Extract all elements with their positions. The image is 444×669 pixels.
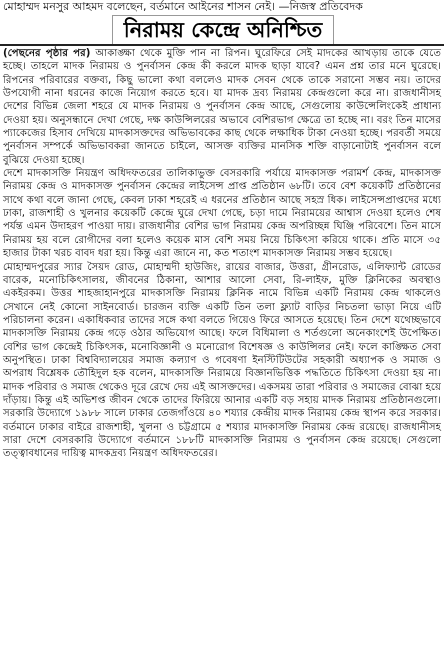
paragraph-3: মোহাম্মদপুরের স্যার সৈয়দ রোড, মোহাম্মদী হাউজিং, রায়ের বাজার, উত্তরা, গ্রীনরোড, এলিফ্যান্ট রোডের বারেক, মনোচিকিৎসালয়, জীবনের ঠিকানা, আশার আলো সেবা, রি-লাইফ, মুক্তি ক্লিনিকের অবস্থাও একইরকম। উত্তর শাহজাহানপুরে মাদকাসক্তি নিরাময় ক্লিনিক নামে বিভিন্ন একটি নিরাময় কেন্দ্র থাকলেও সেখানে নেই কোনো সাইনবোর্ড। চারজন ব্যক্তি একটি তিন তলা ফ্ল্যাট বাড়ির নিচতলা ভাড়া নিয়ে এটি পরিচালনা করেন। একাধিকবার তাদের সঙ্গে কথা বলতে গিয়েও ফিরে আসতে হয়েছে। তিন দেশে যথেচ্ছভাবে মাদকাসক্তি নিরাময় কেন্দ্র গড়ে ওঠার অভিযোগ আছে। ফলে বিধিমালা ও শর্তগুলো অনেকাংশেই উপেক্ষিত। বেশির ভাগ কেন্দ্রেই চিকিৎসক, মনোবিজ্ঞানী ও মনোরোগ বিশেষজ্ঞ ও কাউন্সিলর নেই। ফলে কাঙ্ক্ষিত সেবা অনুপস্থিত। ঢাকা বিশ্ববিদ্যালয়ের সমাজ কল্যাণ ও গবেষণা ইনস্টিটিউটের সহকারী অধ্যাপক ও সমাজ ও অপরাধ বিশ্লেষক তৌহিদুল হক বলেন, মাদকাসক্তি নিরাময়ে বিজ্ঞানভিত্তিক পদ্ধতিতে চিকিৎসা দেওয়া হয় না। মাদক পরিবার ও সমাজ থেকেও দূরে রেখে দেয় এই আসক্তদের। একসময় তারা পরিবার ও সমাজের বোঝা হয়ে দাঁড়ায়। কিন্তু এই অভিশপ্ত জীবন থেকে তাদের ফিরিয়ে আনার একটি বড় সহায় মাদক নিরাময় প্রতিষ্ঠানগুলো। সরকারি উদ্যোগে ১৯৮৮ সালে ঢাকার তেজগাঁওয়ে ৪০ শয্যার কেন্দ্রীয় মাদক নিরাময় কেন্দ্র স্থাপন করে সরকার। বর্তমানে ঢাকার বাইরে রাজশাহী, খুলনা ও চট্টগ্রামে ৫ শয্যার মাদকাসক্তি নিরাময় কেন্দ্র রয়েছে। রাজধানীসহ সারা দেশে বেসরকারি উদ্যোগে বর্তমানে ১৮৮টি মাদকাসক্তি নিরাময় ও পুনর্বাসন কেন্দ্র রয়েছে। সেগুলো তত্ত্বাবধানের দায়িত্ব মাদকদ্রব্য নিয়ন্ত্রণ অধিদফতরের। (3, 261, 441, 460)
divider (0, 44, 444, 46)
headline: নিরাময় কেন্দ্রে অনিশ্চিত (123, 17, 323, 42)
paragraph-1-text: আকাঙ্ক্ষা থেকে মুক্তি পান না রিপন। ঘুরেফিরে সেই মাদকের আখড়ায় তাকে যেতে হচ্ছে। তাহলে মাদক নিরাময় ও পুনর্বাসন কেন্দ্র কী করলে মাদক ছাড়া যাবে? এমন প্রশ্ন তার মনে ঘুরেছে। রিপনের পরিবারের বক্তব্য, কিছু ভালো কথা বললেও মাদক সেবন থেকে তাকে সরানো সম্ভব নয়। তাদের উপযোগী নানা ধরনের কাজে নিয়োগ করতে হবে। যা মাদক দ্রব্য নিরাময় কেন্দ্রগুলো করে না। রাজধানীসহ দেশের বিভিন্ন জেলা শহরে যে মাদক নিরাময় ও পুনর্বাসন কেন্দ্র আছে, সেগুলোয় কাউন্সেলিংকেই প্রাধান্য দেওয়া হয়। অনুসন্ধানে দেখা গেছে, দক্ষ কাউন্সিলরের অভাবে বেশিরভাগ ক্ষেত্রে তা হচ্ছে না। বরং তিন মাসের প্যাকেজের হিসাব দেখিয়ে মাদকাসক্তদের অভিভাবকের কাছ থেকে লক্ষাধিক টাকা নেওয়া হচ্ছে। পরবর্তী সময়ে পুনর্বাসন সম্পর্কে অভিভাবকরা জানতে চাইলে, আসক্ত ব্যক্তির মানসিক শক্তি বাড়ানোটাই পুনর্বাসন বলে বুঝিয়ে দেওয়া হচ্ছে। (3, 48, 441, 166)
article-body (3, 47, 441, 667)
headline-box (112, 15, 334, 45)
paragraph-1 (3, 47, 441, 167)
byline: মোহাম্মদ মনসুর আহমদ বলেছেন, বর্তমানে আইনের শাসন নেই। —নিজস্ব প্রতিবেদক (3, 0, 363, 13)
jump-label: (পেছনের পৃষ্ঠার পর) (3, 48, 91, 59)
paragraph-2: দেশে মাদকাসক্তি নিয়ন্ত্রণ অধিদফতরের তালিকাভুক্ত বেসরকারি পর্যায়ে মাদকাসক্ত পরামর্শ কেন্দ্র, মাদকাসক্ত নিরাময় কেন্দ্র ও মাদকাসক্ত পুনর্বাসন কেন্দ্রের লাইসেন্স প্রাপ্ত প্রতিষ্ঠান ৬৮টি। তবে বেশ কয়েকটি প্রতিষ্ঠানের সাথে কথা বলে জানা গেছে, কেবল ঢাকা শহরেই এ ধরনের প্রতিষ্ঠান আছে সহস্র ধিক। লাইসেন্সপ্রাপ্তদের মধ্যে ঢাকা, রাজশাহী ও খুলনার কয়েকটি কেন্দ্রে ঘুরে দেখা গেছে, চড়া দামে নিরাময়ের আশ্বাস দেওয়া হলেও শেষ পর্যন্ত এমন উদাহরণ পাওয়া দায়। রাজধানীর বেশির ভাগ নিরাময় কেন্দ্র অপরিচ্ছন্ন ঘিঞ্জি পরিবেশে। তিন মাসে নিরাময় হয় বলে রোগীদের বলা হলেও কয়েক মাস বেশি সময় নিয়ে চিকিৎসা করিয়ে থাকে। প্রতি মাসে ৩৫ হাজার টাকা খরচ বাবদ ধরা হয়। কিন্তু এরা জানে না, কত শতাংশ মাদকাসক্ত নিরাময় সম্ভব হয়েছে। (3, 168, 441, 260)
